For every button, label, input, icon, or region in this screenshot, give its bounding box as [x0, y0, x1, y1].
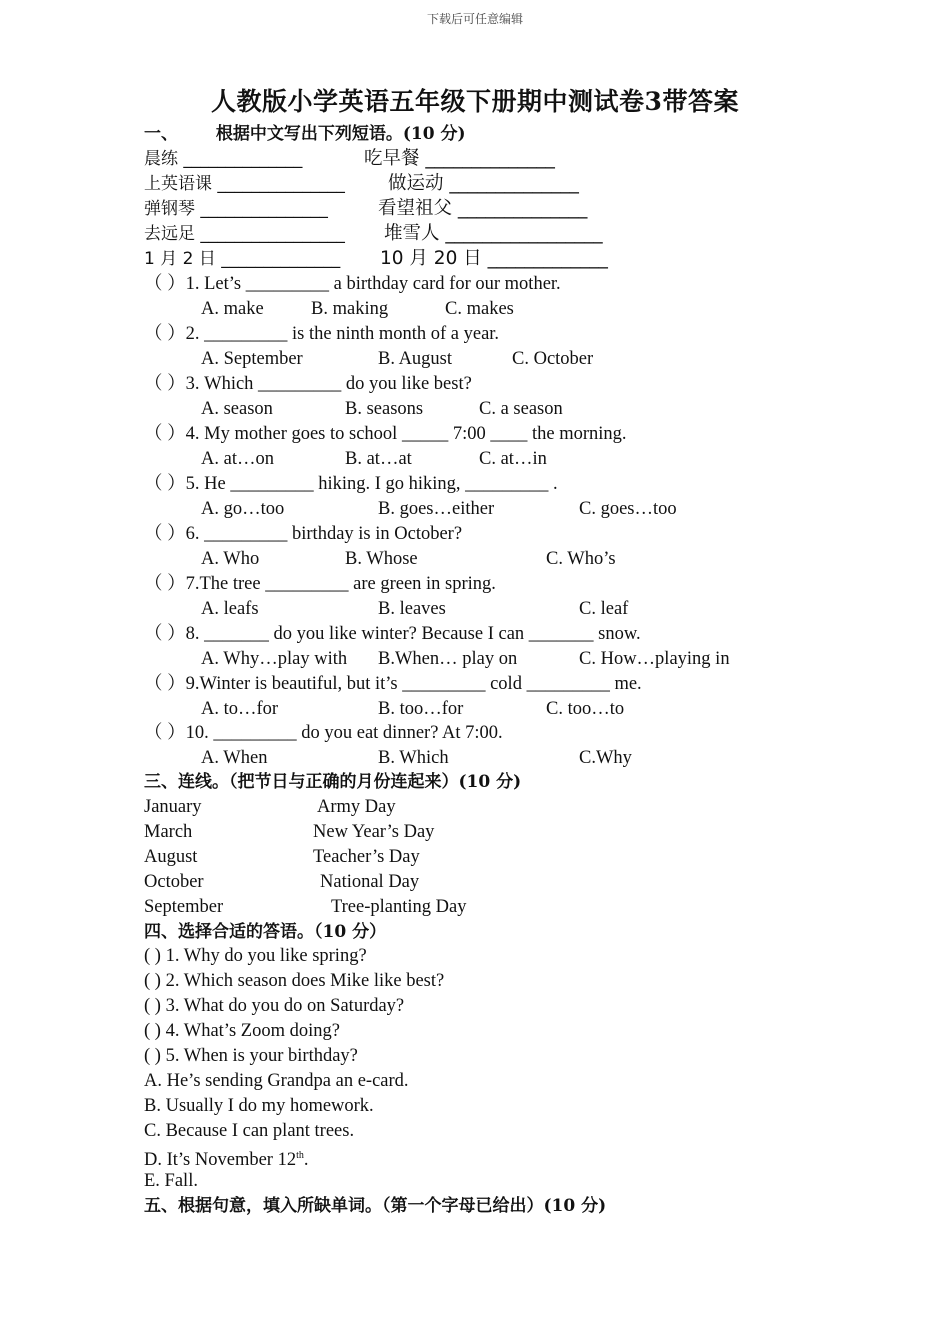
- section-3-heading: 三、连线。（把节日与正确的月份连起来）(10 分): [144, 772, 522, 792]
- mc-option-b: B. too…for: [378, 699, 464, 719]
- mc-option-c: C. a season: [479, 399, 563, 419]
- dialog-answer-text: D. It’s November 12: [144, 1150, 297, 1171]
- mc-option-b: B. goes…either: [378, 499, 495, 519]
- mc-option-a: A. at…on: [201, 449, 274, 469]
- phrase-item: 晨练 ______________: [144, 149, 303, 169]
- section-1-heading: [144, 122, 466, 146]
- match-holiday: National Day: [320, 872, 420, 892]
- match-holiday: Teacher’s Day: [313, 847, 420, 867]
- mc-option-b: B. seasons: [345, 399, 424, 419]
- phrase-item: 堆雪人 _________________: [384, 223, 603, 244]
- match-holiday: Tree-planting Day: [331, 897, 467, 917]
- mc-question-9: （ ）9.Winter is beautiful, but it’s _________ cold _________ me.: [144, 674, 642, 694]
- mc-option-c: C. makes: [445, 299, 514, 319]
- dialog-question: ( ) 4. What’s Zoom doing?: [144, 1021, 340, 1041]
- mc-question-5: （ ）5. He _________ hiking. I go hiking, _________ .: [144, 474, 558, 494]
- phrase-item: 1 月 2 日 ______________: [144, 249, 341, 269]
- match-holiday: New Year’s Day: [313, 822, 435, 842]
- dialog-question: ( ) 2. Which season does Mike like best?: [144, 971, 445, 991]
- match-month: October: [144, 872, 204, 892]
- mc-option-a: A. When: [201, 748, 268, 768]
- mc-question-6: （ ）6. _________ birthday is in October?: [144, 524, 463, 544]
- phrase-item: 10 月 20 日 _____________: [380, 248, 608, 269]
- match-month: September: [144, 897, 224, 917]
- mc-option-c: C. How…playing in: [579, 649, 730, 669]
- section-1-title: 根据中文写出下列短语。(10 分): [215, 124, 466, 144]
- phrase-row: [144, 172, 579, 196]
- mc-option-c: C. October: [512, 349, 594, 369]
- mc-question-1: （ ）1. Let’s _________ a birthday card for our mother.: [144, 274, 561, 294]
- phrase-row: [144, 147, 555, 171]
- phrase-item: 弹钢琴 _______________: [144, 199, 328, 219]
- mc-option-a: A. Who: [201, 549, 260, 569]
- match-month: March: [144, 822, 193, 842]
- phrase-item: 看望祖父 ______________: [378, 198, 588, 219]
- mc-question-7: （ ）7.The tree _________ are green in spring.: [144, 574, 496, 594]
- mc-question-4: （ ）4. My mother goes to school _____ 7:00 ____ the morning.: [144, 424, 627, 444]
- dialog-answer: B. Usually I do my homework.: [144, 1096, 374, 1116]
- section-4-heading: 四、选择合适的答语。（10 分）: [144, 922, 387, 942]
- mc-option-b: B.When… play on: [378, 649, 518, 669]
- mc-option-a: A. to…for: [201, 699, 279, 719]
- mc-option-c: C. Who’s: [546, 549, 616, 569]
- mc-option-c: C. leaf: [579, 599, 629, 619]
- dialog-answer: A. He’s sending Grandpa an e-card.: [144, 1071, 409, 1091]
- phrase-item: 吃早餐 ______________: [364, 148, 555, 169]
- phrase-item: 做运动 ______________: [388, 173, 579, 194]
- section-5-heading: 五、根据句意，填入所缺单词。（第一个字母已给出）(10 分): [144, 1196, 607, 1216]
- mc-option-a: A. make: [201, 299, 264, 319]
- mc-question-10: （ ）10. _________ do you eat dinner? At 7:00.: [144, 723, 503, 743]
- section-1-number: 一、: [144, 124, 178, 144]
- mc-option-a: A. go…too: [201, 499, 285, 519]
- dialog-answer-end: .: [303, 1150, 309, 1171]
- mc-option-a: A. season: [201, 399, 273, 419]
- mc-question-8: （ ）8. _______ do you like winter? Because I can _______ snow.: [144, 624, 641, 644]
- phrase-row: [144, 222, 603, 246]
- match-month: August: [144, 847, 198, 867]
- dialog-answer: E. Fall.: [144, 1171, 198, 1191]
- dialog-question: ( ) 5. When is your birthday?: [144, 1046, 358, 1066]
- dialog-answer: [144, 1144, 309, 1172]
- mc-question-3: （ ）3. Which _________ do you like best?: [144, 374, 472, 394]
- mc-option-c: C.Why: [579, 748, 632, 768]
- match-month: January: [144, 797, 202, 817]
- mc-option-b: B. August: [378, 349, 453, 369]
- mc-option-b: B. Which: [378, 748, 449, 768]
- phrase-item: 上英语课 _______________: [144, 174, 345, 194]
- mc-option-b: B. at…at: [345, 449, 412, 469]
- mc-option-b: B. making: [311, 299, 389, 319]
- mc-option-a: A. September: [201, 349, 303, 369]
- mc-option-b: B. Whose: [345, 549, 418, 569]
- page-header: 下载后可任意编辑: [426, 12, 523, 26]
- mc-option-a: A. leafs: [201, 599, 259, 619]
- phrase-row: [144, 247, 608, 271]
- dialog-answer: C. Because I can plant trees.: [144, 1121, 355, 1141]
- phrase-item: 去远足 _________________: [144, 224, 345, 244]
- mc-option-b: B. leaves: [378, 599, 446, 619]
- mc-option-a: A. Why…play with: [201, 649, 348, 669]
- mc-option-c: C. goes…too: [579, 499, 677, 519]
- mc-option-c: C. at…in: [479, 449, 547, 469]
- dialog-question: ( ) 3. What do you do on Saturday?: [144, 996, 405, 1016]
- mc-question-2: （ ）2. _________ is the ninth month of a year.: [144, 324, 500, 344]
- page-title: 人教版小学英语五年级下册期中测试卷3带答案: [211, 87, 739, 116]
- match-holiday: Army Day: [317, 797, 396, 817]
- phrase-row: [144, 197, 588, 221]
- ordinal-suffix: th: [296, 1150, 304, 1161]
- dialog-question: ( ) 1. Why do you like spring?: [144, 946, 367, 966]
- mc-option-c: C. too…to: [546, 699, 625, 719]
